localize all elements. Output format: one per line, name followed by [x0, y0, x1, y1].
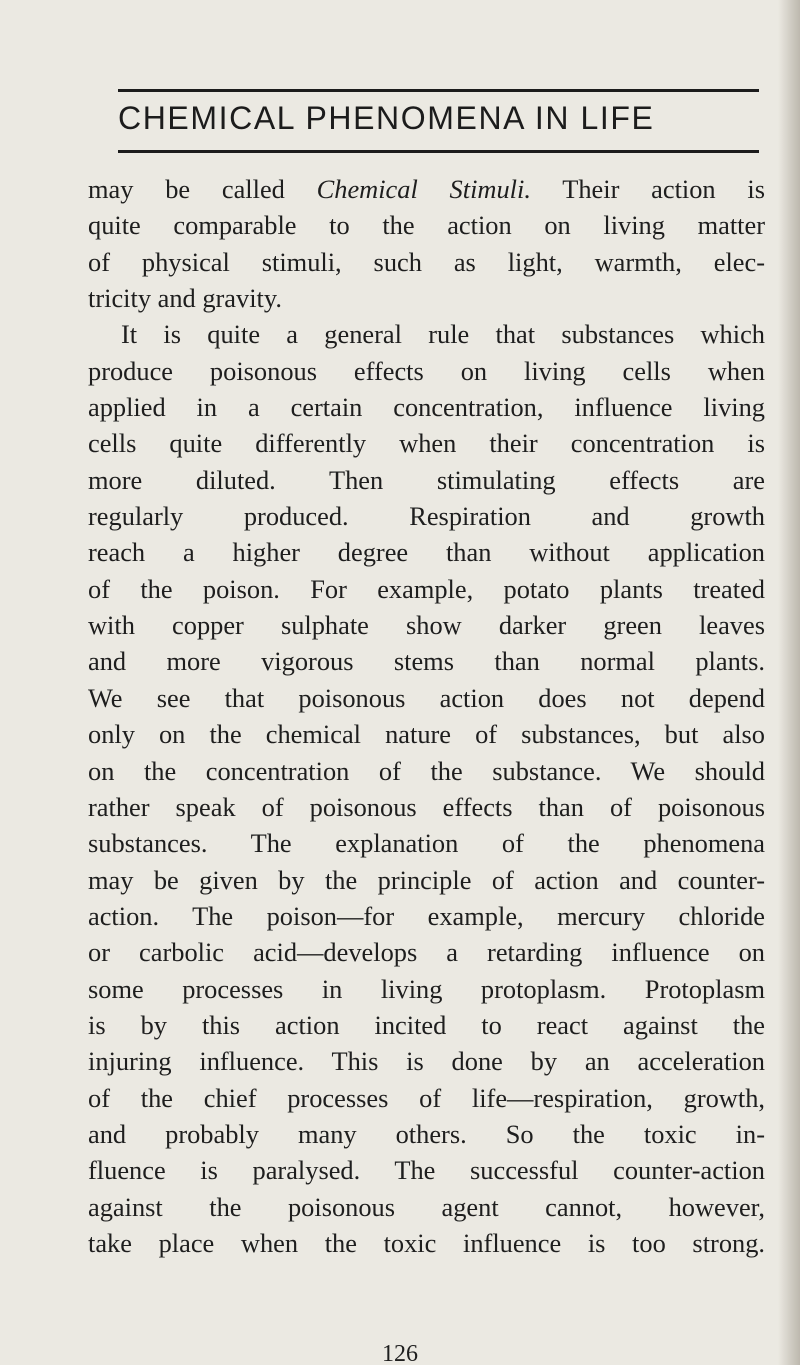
- text-line: tricity and gravity.: [88, 283, 282, 314]
- text-line: more diluted. Then stimulating effects are: [88, 464, 765, 495]
- text-line: against the poisonous agent cannot, however,: [88, 1191, 765, 1222]
- text-line: of the chief processes of life—respiration, growth,: [88, 1082, 765, 1113]
- text-line: injuring influence. This is done by an acceleration: [88, 1046, 765, 1077]
- text-line: applied in a certain concentration, influence living: [88, 392, 765, 423]
- text-line: quite comparable to the action on living matter: [88, 210, 765, 241]
- page-number: 126: [382, 1342, 418, 1365]
- running-head: CHEMICAL PHENOMENA IN LIFE: [118, 100, 655, 136]
- text-line: and probably many others. So the toxic in-: [88, 1118, 765, 1149]
- text-line: take place when the toxic influence is too strong.: [88, 1227, 765, 1258]
- text-line: substances. The explanation of the phenomena: [88, 828, 765, 859]
- text-line: produce poisonous effects on living cells when: [88, 355, 765, 386]
- text-line: only on the chemical nature of substances, but also: [88, 719, 765, 750]
- text-line: reach a higher degree than without application: [88, 537, 765, 568]
- text-line: and more vigorous stems than normal plants.: [88, 646, 765, 677]
- text-line: is by this action incited to react against the: [88, 1009, 765, 1040]
- text-line: fluence is paralysed. The successful counter-action: [88, 1155, 765, 1186]
- header-rule-top: [118, 89, 759, 92]
- page-number-area: [0, 1342, 800, 1365]
- text-line: cells quite differently when their concentration is: [88, 428, 765, 459]
- italic-term: Chemical Stimuli.: [316, 174, 531, 204]
- text-line: It is quite a general rule that substances which: [121, 319, 765, 350]
- text-line: We see that poisonous action does not depend: [88, 682, 765, 713]
- body-text: [88, 171, 765, 1261]
- text-line: may be given by the principle of action and counter-: [88, 864, 765, 895]
- text-line: on the concentration of the substance. We should: [88, 755, 765, 786]
- text-line: of physical stimuli, such as light, warmth, elec-: [88, 246, 765, 277]
- text-line: may be called Chemical Stimuli. Their action is: [88, 174, 765, 204]
- text-line: with copper sulphate show darker green leaves: [88, 610, 765, 641]
- header-rule-bottom: [118, 150, 759, 153]
- text-line: rather speak of poisonous effects than of poisonous: [88, 791, 765, 822]
- text-line: some processes in living protoplasm. Protoplasm: [88, 973, 765, 1004]
- page-edge-shadow: [778, 0, 800, 1365]
- text-line: action. The poison—for example, mercury chloride: [88, 900, 765, 931]
- text-line: of the poison. For example, potato plants treated: [88, 573, 765, 604]
- text-line: or carbolic acid—develops a retarding influence on: [88, 937, 765, 968]
- text-line: regularly produced. Respiration and growth: [88, 501, 765, 532]
